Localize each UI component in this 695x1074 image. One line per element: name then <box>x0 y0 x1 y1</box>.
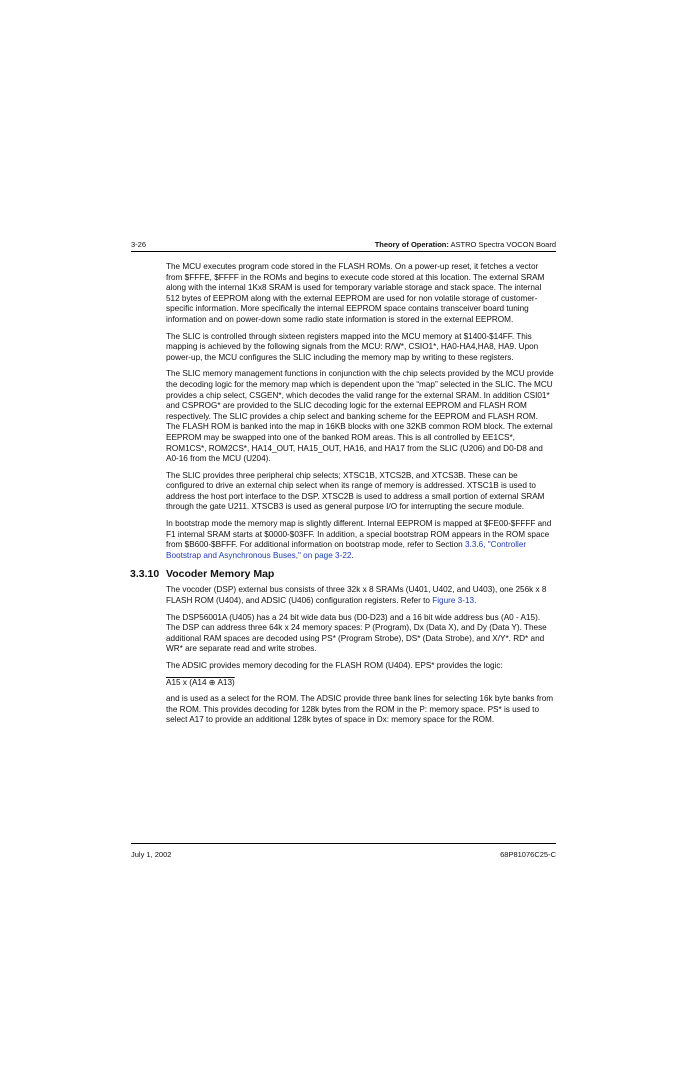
paragraph-dsp: The DSP56001A (U405) has a 24 bit wide data bus (D0-D23) and a 16 bit wide address bus (A0 - A15). The DSP can address three 64k x 24 memory spaces: P (Program), Dx (Data X), and Dy (Data Y). These additional RAM spaces are decoded using PS* (Program Strobe), DS* (Data Strobe), and X/Y*. RD* and WR* are separate read and write strobes. <box>166 612 547 654</box>
bootstrap-section-link[interactable]: 3.3.6, "Controller Bootstrap and Asynchronous Buses," on page 3-22 <box>166 540 527 560</box>
footer-rule <box>131 843 556 844</box>
logic-formula: A15 x (A14 ⊕ A13) <box>166 677 235 687</box>
document-body <box>130 262 554 732</box>
header-title-bold: Theory of Operation: <box>374 240 449 249</box>
header-rule <box>131 251 556 252</box>
page-header <box>131 238 556 251</box>
bootstrap-end: . <box>351 550 354 560</box>
footer-date: July 1, 2002 <box>131 850 172 859</box>
bootstrap-text: In bootstrap mode the memory map is slightly different. Internal EEPROM is mapped at $FE00-$FFFF and F1 internal SRAM starts at $0000-$03FF. In addition, a special bootstrap ROM appears in the ROM space from $B600-$BFFF. For additional information on bootstrap mode, refer to Section <box>166 519 552 550</box>
paragraph-mcu: The MCU executes program code stored in the FLASH ROMs. On a power-up reset, it fetches a vector from $FFFE, $FFFF in the ROMs and begins to execute code stored at this location. The external SRAM along with the internal 1Kx8 SRAM is used for temporary variable storage and stack space. The internal 512 bytes of EEPROM along with the external EEPROM are used for non volatile storage of customer-specific information. More specifically the internal EEPROM space contains transceiver board tuning information and on power-down some radio state information is stored in the external EEPROM. <box>166 262 545 324</box>
paragraph-adsic: The ADSIC provides memory decoding for the FLASH ROM (U404). EPS* provides the logic: <box>166 661 503 670</box>
paragraph-rom-select: and is used as a select for the ROM. The ADSIC provide three bank lines for selecting 16k byte banks from the ROM. This provides decoding for 128k bytes from the ROM in the P: memory space. PS* is used to select A17 to provide an additional 128k bytes of space in Dx: memory space for the ROM. <box>166 694 554 725</box>
section-number: 3.3.10 <box>130 568 160 581</box>
page-number: 3-26 <box>131 240 147 249</box>
vocoder-text: The vocoder (DSP) external bus consists of three 32k x 8 SRAMs (U401, U402, and U403), one 256k x 8 FLASH ROM (U404), and ADSIC (U406) configuration registers. Refer to <box>166 585 547 606</box>
section-title: Vocoder Memory Map <box>166 568 275 581</box>
footer-doc-number: 68P81076C25-C <box>500 850 556 859</box>
vocoder-end: . <box>474 596 477 606</box>
section-heading <box>130 567 554 581</box>
paragraph-slic-memory: The SLIC memory management functions in conjunction with the chip selects provided by the MCU provide the decoding logic for the memory map which is dependent upon the “map” selected in the SLIC. The MCU provides a chip select, CSGEN*, which decodes the valid range for the external SRAM. In addition CSI01* and CSPROG* are provided to the SLIC decoding logic for the external EEPROM and FLASH ROM respectively. The SLIC provides a chip select and banking scheme for the EEPROM and FLASH ROM. The FLASH ROM is banked into the map in 16KB blocks with one 32KB common ROM block. The external EEPROM may be swapped into one of the banked ROM areas. This is all controlled by EE1CS*, ROM1CS*, ROM2CS*, HA14_OUT, HA15_OUT, HA16, and HA17 from the SLIC (U206) and D0-D8 and A0-16 from the MCU (U204). <box>166 369 554 464</box>
paragraph-chip-selects: The SLIC provides three peripheral chip selects; XTSC1B, XTCS2B, and XTCS3B. These can be configured to drive an external chip select when its range of memory is addressed. XTSC1B is used to address the host port interface to the DSP. XTSC2B is used to address a small portion of external SRAM through the gate U211. XTSCB3 is used as general purpose I/O for interrupting the secure module. <box>166 470 545 512</box>
paragraph-bootstrap <box>166 519 554 561</box>
paragraph-slic-registers: The SLIC is controlled through sixteen registers mapped into the MCU memory at $1400-$14FF. This mapping is achieved by the following signals from the MCU: R/W*, CSIO1*, HA0-HA4,HA8, HA9. Upon power-up, the MCU configures the SLIC including the memory map by writing to these registers. <box>166 331 539 362</box>
header-title-rest: ASTRO Spectra VOCON Board <box>448 240 556 249</box>
figure-link[interactable]: Figure 3-13 <box>432 596 475 606</box>
paragraph-vocoder-bus <box>166 585 554 606</box>
header-title <box>375 240 556 249</box>
